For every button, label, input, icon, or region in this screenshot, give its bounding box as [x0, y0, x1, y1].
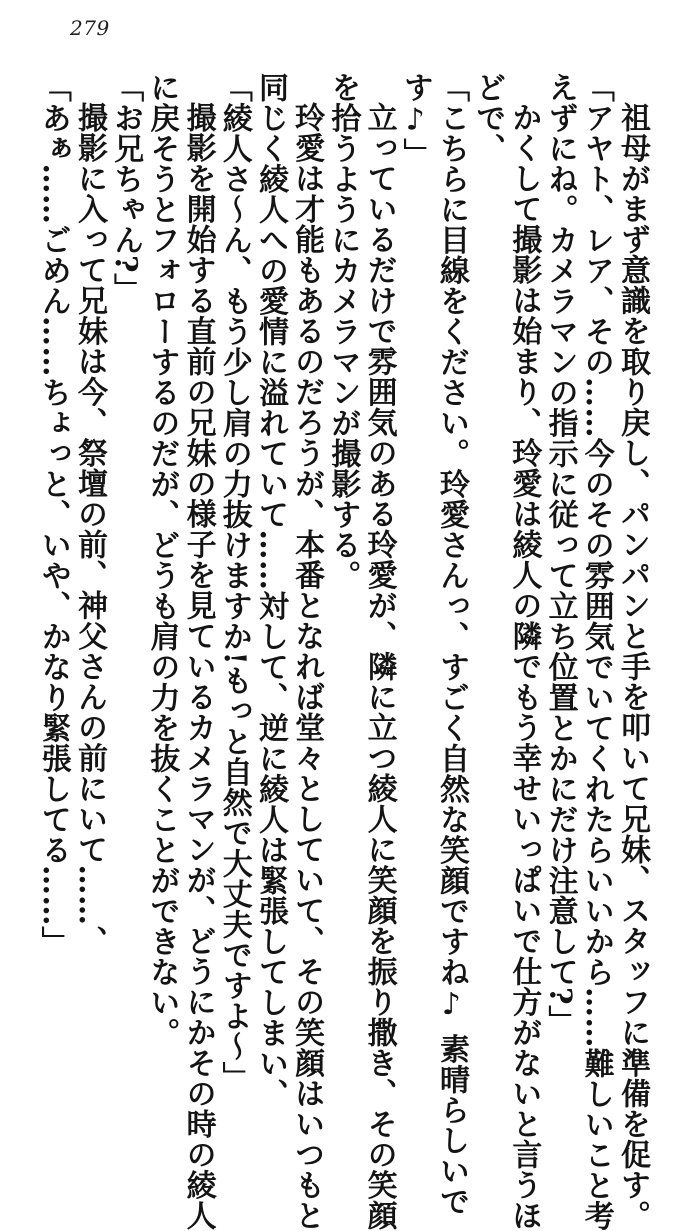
text-line: 「お兄ちゃん?」: [108, 72, 144, 304]
text-line: す♪」: [397, 72, 433, 169]
text-line: 撮影に入って兄妹は今、祭壇の前、神父さんの前にいて……、: [71, 102, 107, 956]
text-line: 「あぁ……ごめん……ちょっと、いや、かなり緊張してる……」: [35, 72, 71, 957]
text-line: 撮影を開始する直前の兄妹の様子を見ているカメラマンが、どうにかその時の綾人: [180, 102, 216, 1231]
body-text-vertical: [35, 72, 650, 1231]
text-line: 同じく綾人への愛情に溢れていて……対して、逆に綾人は緊張してしまい、: [252, 72, 288, 1109]
text-line: 「アヤト、レア、その……今のその雰囲気でいてくれたらいいから……難しいこと考: [578, 72, 614, 1231]
text-line: に戻そうとフォローするのだが、どうも肩の力を抜くことができない。: [144, 72, 180, 1048]
text-line: 祖母がまず意識を取り戻し、パンパンと手を叩いて兄妹、スタッフに準備を促す。: [615, 102, 650, 1231]
text-line: 「綾人さ～ん、もう少し肩の力抜けますか!もっと自然で大丈夫ですよ～」: [216, 72, 252, 1093]
text-line: 立っているだけで雰囲気のある玲愛が、隣に立つ綾人に笑顔を振り撒き、その笑顔: [361, 102, 397, 1231]
text-line: えずにね。カメラマンの指示に従って立ち位置とかにだけ注意して?」: [542, 72, 578, 1036]
text-line: 「こちらに目線をください。玲愛さんっ、すごく自然な笑顔ですね♪ 素晴らしいで: [433, 72, 469, 1217]
text-line: かくして撮影は始まり、玲愛は綾人の隣でもう幸せいっぱいで仕方がないと言うほ: [506, 102, 542, 1231]
page-number: 279: [70, 16, 110, 40]
text-line: どで、: [470, 72, 506, 164]
text-line: 玲愛は才能もあるのだろうが、本番となれば堂々としていて、その笑顔はいつもと: [289, 102, 325, 1231]
text-line: を拾うようにカメラマンが撮影する。: [325, 72, 361, 591]
